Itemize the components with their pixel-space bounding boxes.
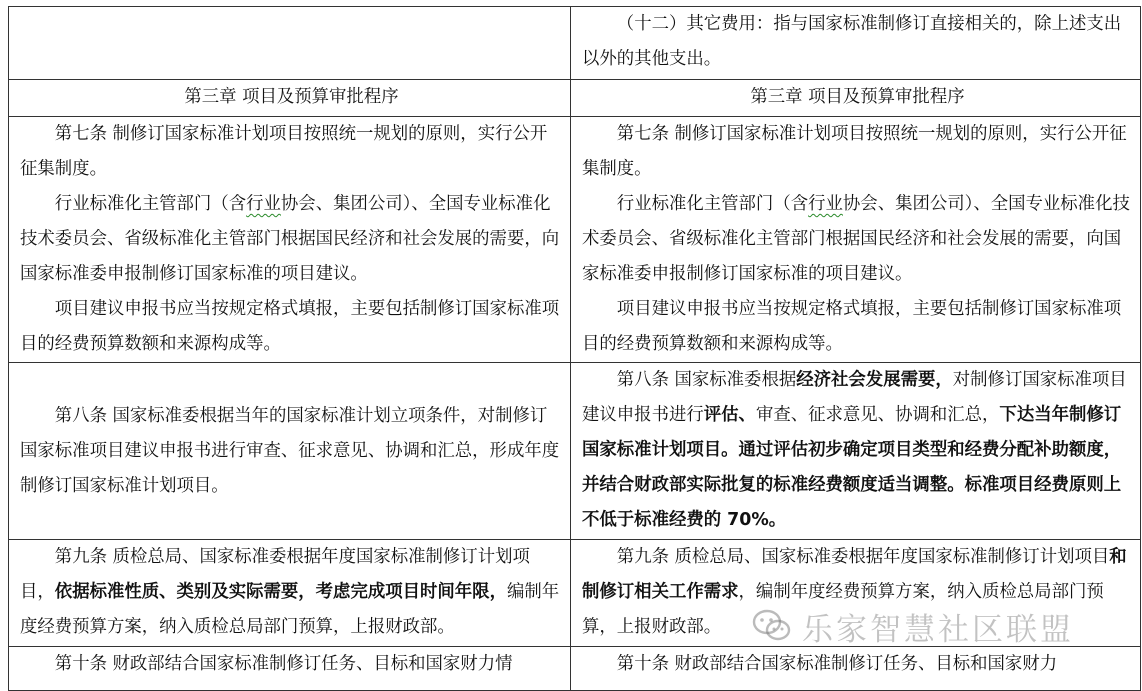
article-8-left [9,363,571,540]
text-span: 协会、集团公司）、全国专业标准化技术委员会、省级标准化主管部门根据国民经济和社会发展的需要，向国家标准委申报制修订国家标准的项目建议。 [582,194,1130,284]
article-7-right-p1: 第七条 制修订国家标准计划项目按照统一规划的原则，实行公开征集制度。 [582,124,1127,179]
table-row [9,363,1141,540]
article-8-right [571,363,1141,540]
article-10-right [571,647,1141,691]
text-span: 协会、集团公司）、全国专业标准化技术委员会、省级标准化主管部门根据国民经济和社会发展的需要，向国家标准委申报制修订国家标准的项目建议。 [20,194,560,284]
text-span: 第九条 质检总局、国家标准委根据年度国家标准制修订计划项目， [20,547,530,602]
table-row [9,540,1141,647]
article-7-left-p1: 第七条 制修订国家标准计划项目按照统一规划的原则，实行公开征集制度。 [20,124,548,179]
bold-span: 依据标准性质、类别及实际需要，考虑完成项目时间年限， [54,582,507,602]
article-9-left [9,540,571,647]
text-span: 对制修订国家标准项目建议申报书进行 [582,370,1127,425]
left-cell-other-fees [9,7,571,80]
text-span: 审查、征求意见、协调和汇总， [755,405,1000,425]
article-7-left-p3: 项目建议申报书应当按规定格式填报，主要包括制修订国家标准项目的经费预算数额和来源构成等。 [20,299,560,354]
article-8-left-text: 第八条 国家标准委根据当年的国家标准计划立项条件，对制修订国家标准项目建议申报书进行审查、征求意见、协调和汇总，形成年度制修订国家标准计划项目。 [20,405,560,496]
table-row [9,7,1141,80]
article-7-right [571,117,1141,363]
spellcheck-underline: 行业 [246,194,281,214]
article-10-left [9,647,571,691]
article-7-right-p3: 项目建议申报书应当按规定格式填报，主要包括制修订国家标准项目的经费预算数额和来源构成等。 [582,299,1122,354]
chapter-heading-left: 第三章 项目及预算审批程序 [9,80,571,117]
comparison-table [8,6,1141,691]
text-span: 行业标准化主管部门（含 [616,194,809,214]
article-9-right [571,540,1141,647]
table-row [9,647,1141,691]
article-8-right-text [582,363,1133,538]
chapter-heading-right: 第三章 项目及预算审批程序 [571,80,1141,117]
bold-span: 下达当年制修订国家标准计划项目。通过评估初步确定项目类型和经费分配补助额度，并结合财政部实际批复的标准经费额度适当调整。标准项目经费原则上不低于标准经费的 70%。 [582,405,1122,530]
article-9-left-text [20,540,563,645]
article-10-left-text: 第十条 财政部结合国家标准制修订任务、目标和国家财力情 [54,654,513,674]
bold-span: 评估、 [703,405,756,425]
article-9-right-text [582,540,1133,645]
bold-span: 和制修订相关工作需求 [582,547,1127,602]
article-7-left [9,117,571,363]
text-span: 编制年度经费预算方案，纳入质检总局部门预算，上报财政部。 [20,582,560,637]
table-row [9,80,1141,117]
article-10-right-text: 第十条 财政部结合国家标准制修订任务、目标和国家财力 [616,654,1058,674]
text-span: ，编制年度经费预算方案，纳入质检总局部门预算，上报财政部。 [582,582,1104,637]
article-7-right-p2 [582,187,1133,292]
text-span: 行业标准化主管部门（含 [54,194,247,214]
watermark-text: 乐家智慧社区联盟 [802,611,1074,648]
other-fees-text: （十二）其它费用：指与国家标准制修订直接相关的，除上述支出以外的其他支出。 [582,14,1122,69]
article-7-left-p2 [20,187,563,292]
table-row [9,117,1141,363]
bold-span: 经济社会发展需要， [796,370,953,390]
text-span: 第九条 质检总局、国家标准委根据年度国家标准制修订计划项目 [616,547,1110,567]
spellcheck-underline: 行业 [808,194,843,214]
right-cell-other-fees [571,7,1141,80]
text-span: 第八条 国家标准委根据 [616,370,797,390]
